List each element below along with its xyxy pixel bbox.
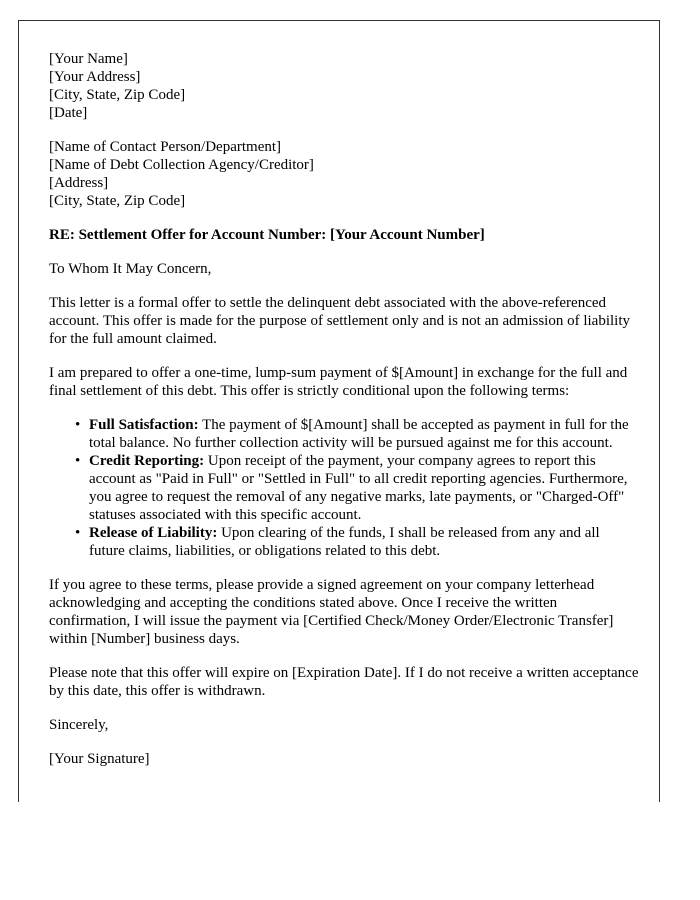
letter-date: [Date]	[49, 105, 88, 121]
term-title: Release of Liability:	[89, 525, 218, 541]
term-text: The payment of $[Amount] shall be accepted as payment in full for the total balance. No further collection activity will be pursued against me for this account.	[89, 417, 629, 451]
recipient-contact: [Name of Contact Person/Department]	[49, 139, 282, 155]
sender-name: [Your Name]	[49, 51, 128, 67]
sender-address: [Your Address]	[49, 69, 141, 85]
recipient-address: [Address]	[49, 175, 109, 191]
expiration-paragraph: Please note that this offer will expire on [Expiration Date]. If I do not receive a written acceptance by this date, this offer is withdrawn.	[49, 665, 639, 699]
agreement-paragraph: If you agree to these terms, please provide a signed agreement on your company letterhead acknowledging and accepting the conditions stated above. Once I receive the written confirmation, I will issue the payment via [Certified Check/Money Order/Electronic Transfer] within [Number] business days.	[49, 577, 614, 647]
offer-paragraph: I am prepared to offer a one-time, lump-sum payment of $[Amount] in exchange for the full and final settlement of this debt. This offer is strictly conditional upon the following terms:	[49, 365, 628, 399]
term-title: Credit Reporting:	[89, 453, 205, 469]
term-title: Full Satisfaction:	[89, 417, 199, 433]
closing: Sincerely,	[49, 717, 109, 733]
letter-body	[49, 50, 639, 768]
recipient-city-state-zip: [City, State, Zip Code]	[49, 193, 186, 209]
intro-paragraph: This letter is a formal offer to settle the delinquent debt associated with the above-referenced account. This offer is made for the purpose of settlement only and is not an admission of liability for the full amount claimed.	[49, 295, 630, 347]
bullet-icon: •	[75, 453, 81, 469]
list-item	[75, 524, 639, 560]
sender-city-state-zip: [City, State, Zip Code]	[49, 87, 186, 103]
list-item	[75, 416, 639, 452]
bullet-icon: •	[75, 525, 81, 541]
recipient-address-block	[49, 138, 639, 210]
list-item	[75, 452, 639, 524]
term-text: Upon clearing of the funds, I shall be released from any and all future claims, liabilities, or obligations related to this debt.	[89, 525, 600, 559]
subject-line: RE: Settlement Offer for Account Number: [Your Account Number]	[49, 227, 485, 243]
bullet-icon: •	[75, 417, 81, 433]
sender-address-block	[49, 50, 639, 122]
salutation: To Whom It May Concern,	[49, 261, 212, 277]
term-text: Upon receipt of the payment, your company agrees to report this account as "Paid in Full" or "Settled in Full" to all credit reporting agencies. Furthermore, you agree to request the removal of any negative marks, late payments, or "Charged-Off" statuses associated with this specific account.	[89, 453, 628, 523]
recipient-agency: [Name of Debt Collection Agency/Creditor]	[49, 157, 314, 173]
signature: [Your Signature]	[49, 751, 150, 767]
letter-page	[18, 20, 660, 802]
terms-list	[49, 416, 639, 560]
